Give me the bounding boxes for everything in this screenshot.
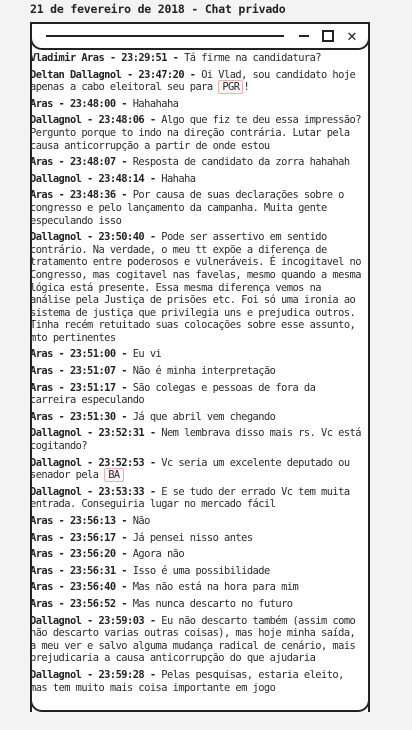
chat-message bbox=[30, 486, 366, 511]
message-text: Eu não descarto também (assim como não descarto varias outras coisas), mas hoje minha saída, a meu ver e salvo alguma mudança radical de cenário, mais prejudicaria a causa anticorrupção do que ajudaria bbox=[30, 614, 356, 665]
chat-message bbox=[30, 457, 366, 482]
page-title: 21 de fevereiro de 2018 - Chat privado bbox=[30, 2, 286, 16]
message-sender: Dallagnol - 23:48:14 - bbox=[30, 172, 156, 185]
message-text: Mas não está na hora para mim bbox=[132, 581, 299, 594]
chat-log bbox=[30, 52, 366, 698]
message-sender: Aras - 23:48:07 - bbox=[30, 156, 127, 169]
message-text: São colegas e pessoas de fora da carreira especulando bbox=[30, 381, 316, 407]
chat-message bbox=[30, 515, 366, 528]
message-text: Algo que fiz te deu essa impressão? Pergunto porque to indo na direção contrária. Lutar pela causa anticorrupção a partir de onde estou bbox=[30, 114, 361, 152]
chat-message bbox=[30, 548, 366, 561]
chat-message bbox=[30, 52, 366, 65]
message-text: Pode ser assertivo em sentido contrário. Na verdade, o meu tt expõe a diferença de tratamento entre poderosos e vulneráveis. É incogitavel no Congresso, mas cogitavel nas favelas, mesmo quando a mesma lógica está presente. Essa mesma diferença vemos na análise pela Justiça de prisões etc. Foi só uma ironia ao sistema de justiça que privilegia uns e prejudica outros. Tinha recém retuitado suas colocações sobre esse assunto, mto pertinentes bbox=[30, 231, 361, 344]
chat-message bbox=[30, 231, 366, 344]
message-sender: Vladimir Aras - 23:29:51 - bbox=[30, 52, 179, 64]
message-sender: Dallagnol - 23:50:40 - bbox=[30, 231, 156, 244]
chat-message bbox=[30, 565, 366, 578]
message-sender: Aras - 23:48:36 - bbox=[30, 189, 127, 202]
message-sender: Dallagnol - 23:59:03 - bbox=[30, 614, 156, 627]
chat-message bbox=[30, 189, 366, 227]
message-text: Não bbox=[132, 515, 150, 527]
message-sender: Aras - 23:56:40 - bbox=[30, 581, 127, 594]
message-sender: Dallagnol - 23:52:53 - bbox=[30, 456, 156, 469]
chat-message bbox=[30, 598, 366, 611]
message-text: Tá firme na candidatura? bbox=[184, 52, 322, 64]
message-sender: Aras - 23:51:00 - bbox=[30, 348, 127, 361]
message-text: Já pensei nisso antes bbox=[132, 531, 253, 544]
window-titlebar bbox=[30, 22, 370, 50]
message-text: Já que abril vem chegando bbox=[132, 410, 276, 423]
message-text: Por causa de suas declarações sobre o congresso e pelo lançamento da campanha. Muita gente especulando isso bbox=[30, 189, 344, 227]
chat-message bbox=[30, 382, 366, 407]
message-text: Não é minha interpretação bbox=[132, 365, 276, 378]
chat-message bbox=[30, 615, 366, 665]
message-sender: Dallagnol - 23:59:28 - bbox=[30, 668, 156, 681]
message-sender: Aras - 23:51:30 - bbox=[30, 410, 127, 423]
close-icon[interactable]: ✕ bbox=[347, 26, 357, 45]
message-text: Pelas pesquisas, estaria eleito, mas tem muito mais coisa importante em jogo bbox=[30, 668, 344, 694]
minimize-icon[interactable] bbox=[296, 26, 312, 46]
chat-message bbox=[30, 581, 366, 594]
message-sender: Dallagnol - 23:48:06 - bbox=[30, 114, 156, 127]
message-sender: Aras - 23:56:20 - bbox=[30, 548, 127, 561]
message-sender: Dallagnol - 23:52:31 - bbox=[30, 427, 156, 440]
chat-message bbox=[30, 532, 366, 545]
message-sender: Aras - 23:51:07 - bbox=[30, 365, 127, 378]
highlighted-term: PGR bbox=[218, 80, 243, 94]
chat-message bbox=[30, 69, 366, 94]
chat-message bbox=[30, 98, 366, 111]
chat-message bbox=[30, 669, 366, 694]
message-text: Agora não bbox=[132, 548, 185, 561]
message-sender: Deltan Dallagnol - 23:47:20 - bbox=[30, 68, 196, 81]
message-text: E se tudo der errado Vc tem muita entrada. Conseguiria lugar no mercado fácil bbox=[30, 485, 350, 511]
message-sender: Aras - 23:56:17 - bbox=[30, 531, 127, 544]
message-sender: Aras - 23:56:31 - bbox=[30, 564, 127, 577]
message-text: Vc seria um excelente deputado ou senador pela bbox=[30, 456, 350, 482]
message-suffix: ! bbox=[243, 81, 250, 94]
title-bar-line bbox=[46, 35, 284, 37]
message-sender: Aras - 23:48:00 - bbox=[30, 97, 127, 110]
message-text: Nem lembrava disso mais rs. Vc está cogitando? bbox=[30, 427, 361, 453]
highlighted-term: BA bbox=[104, 468, 123, 482]
message-text: Isso é uma possibilidade bbox=[132, 564, 270, 577]
chat-message bbox=[30, 427, 366, 452]
message-text: Oi Vlad, sou candidato hoje apenas a cabo eleitoral seu para bbox=[30, 68, 356, 94]
chat-message bbox=[30, 365, 366, 378]
message-sender: Aras - 23:51:17 - bbox=[30, 381, 127, 394]
chat-message bbox=[30, 173, 366, 186]
chat-message bbox=[30, 348, 366, 361]
message-text: Mas nunca descarto no futuro bbox=[132, 597, 293, 610]
message-text: Hahaha bbox=[161, 172, 196, 185]
message-text: Hahahaha bbox=[132, 97, 179, 110]
maximize-icon[interactable] bbox=[320, 26, 336, 46]
window-bottom-edge bbox=[30, 696, 370, 712]
message-sender: Aras - 23:56:13 - bbox=[30, 515, 127, 527]
message-text: Resposta de candidato da zorra hahahah bbox=[132, 156, 350, 169]
message-sender: Dallagnol - 23:53:33 - bbox=[30, 485, 156, 498]
chat-message bbox=[30, 411, 366, 424]
message-text: Eu vi bbox=[132, 348, 162, 361]
chat-message bbox=[30, 156, 366, 169]
message-sender: Aras - 23:56:52 - bbox=[30, 597, 127, 610]
chat-message bbox=[30, 114, 366, 152]
